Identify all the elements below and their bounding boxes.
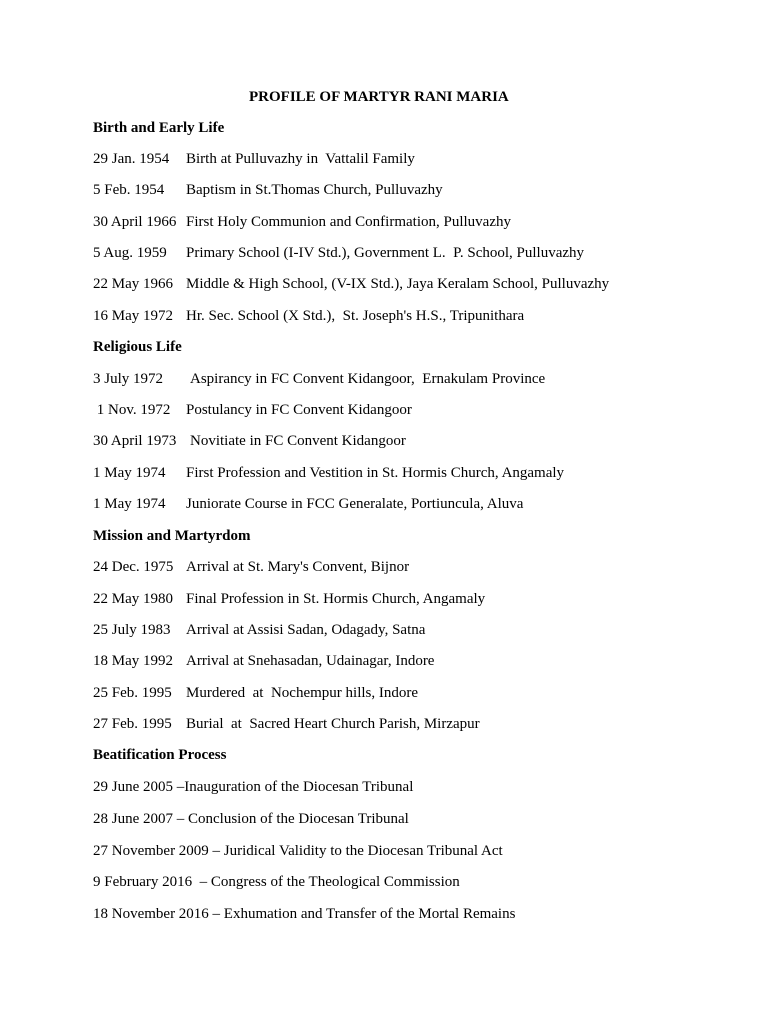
entry-line: 27 November 2009 – Juridical Validity to the Diocesan Tribunal Act [93,843,503,859]
entry-text: First Holy Communion and Confirmation, Pulluvazhy [186,214,511,230]
entry-text: Primary School (I-IV Std.), Government L. P. School, Pulluvazhy [186,245,585,261]
entry-date: 24 Dec. 1975 [93,559,174,575]
entry-date: 1 May 1974 [93,496,166,512]
entry-text: Arrival at St. Mary's Convent, Bijnor [186,559,410,575]
entry-line: 29 June 2005 –Inauguration of the Diocesan Tribunal [93,779,414,795]
entry-text: First Profession and Vestition in St. Hormis Church, Angamaly [186,465,565,481]
entry-text: Aspirancy in FC Convent Kidangoor, Ernakulam Province [190,371,546,387]
entry-date: 18 May 1992 [93,653,173,669]
document-title: PROFILE OF MARTYR RANI MARIA [249,89,509,105]
entry-line: 28 June 2007 – Conclusion of the Diocesan Tribunal [93,811,409,827]
entry-text: Arrival at Assisi Sadan, Odagady, Satna [186,622,426,638]
entry-date: 30 April 1973 [93,433,177,449]
entry-text: Final Profession in St. Hormis Church, Angamaly [186,591,486,607]
entry-text: Middle & High School, (V-IX Std.), Jaya Keralam School, Pulluvazhy [186,276,610,292]
section-heading-birth: Birth and Early Life [93,120,225,136]
section-heading-mission: Mission and Martyrdom [93,528,251,544]
entry-date: 1 Nov. 1972 [93,402,171,418]
entry-text: Juniorate Course in FCC Generalate, Portiuncula, Aluva [186,496,524,512]
entry-text: Hr. Sec. School (X Std.), St. Joseph's H.S., Tripunithara [186,308,525,324]
entry-date: 25 July 1983 [93,622,171,638]
entry-date: 1 May 1974 [93,465,166,481]
section-heading-beatification: Beatification Process [93,747,227,763]
entry-text: Arrival at Snehasadan, Udainagar, Indore [186,653,435,669]
entry-date: 30 April 1966 [93,214,177,230]
entry-date: 5 Aug. 1959 [93,245,167,261]
entry-date: 16 May 1972 [93,308,173,324]
entry-line: 18 November 2016 – Exhumation and Transfer of the Mortal Remains [93,906,516,922]
entry-text: Baptism in St.Thomas Church, Pulluvazhy [186,182,443,198]
entry-text: Postulancy in FC Convent Kidangoor [186,402,412,418]
entry-line: 9 February 2016 – Congress of the Theological Commission [93,874,460,890]
entry-date: 22 May 1980 [93,591,173,607]
entry-text: Murdered at Nochempur hills, Indore [186,685,419,701]
entry-text: Novitiate in FC Convent Kidangoor [190,433,406,449]
entry-text: Birth at Pulluvazhy in Vattalil Family [186,151,415,167]
entry-date: 29 Jan. 1954 [93,151,170,167]
entry-text: Burial at Sacred Heart Church Parish, Mirzapur [186,716,480,732]
entry-date: 3 July 1972 [93,371,164,387]
entry-date: 22 May 1966 [93,276,173,292]
entry-date: 5 Feb. 1954 [93,182,165,198]
entry-date: 27 Feb. 1995 [93,716,172,732]
entry-date: 25 Feb. 1995 [93,685,172,701]
section-heading-religious: Religious Life [93,339,182,355]
